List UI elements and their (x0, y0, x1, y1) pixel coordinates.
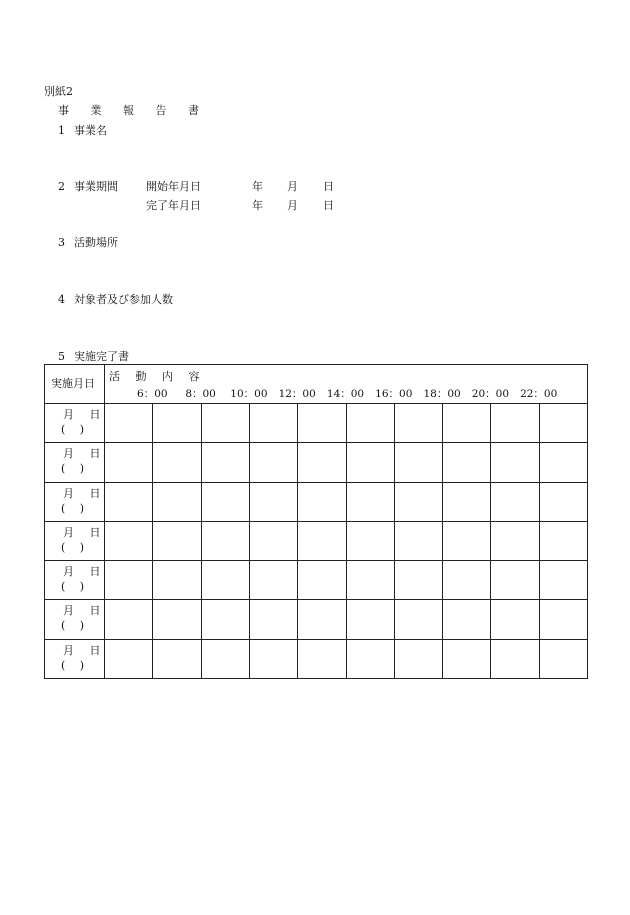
time-label: 10：00 (230, 388, 268, 400)
activity-cell[interactable] (105, 483, 151, 520)
row-weekday: ( ) (61, 462, 85, 476)
activity-cell[interactable] (540, 522, 586, 559)
section-4-label: 対象者及び参加人数 (74, 293, 173, 306)
section-5-number: 5 (58, 350, 65, 363)
activity-cell[interactable] (540, 600, 586, 637)
row-month-day: 月 日 (63, 486, 107, 500)
activity-cell[interactable] (540, 404, 586, 441)
activity-cell[interactable] (250, 561, 296, 598)
row-weekday: ( ) (61, 540, 85, 554)
row-weekday: ( ) (61, 580, 85, 594)
end-month-unit: 月 (287, 199, 298, 212)
activity-cell[interactable] (443, 483, 489, 520)
activity-cell[interactable] (298, 443, 344, 480)
section-2-label: 事業期間 (74, 180, 118, 193)
end-year-unit: 年 (252, 199, 263, 212)
start-date-label: 開始年月日 (146, 180, 201, 193)
section-3-label: 活動場所 (74, 236, 118, 249)
activity-cell[interactable] (395, 600, 441, 637)
section-4-number: 4 (58, 293, 65, 306)
activity-cell[interactable] (250, 640, 296, 677)
row-weekday: ( ) (61, 501, 85, 515)
row-month-day: 月 日 (63, 525, 107, 539)
row-weekday: ( ) (61, 423, 85, 436)
activity-cell[interactable] (298, 522, 344, 559)
start-year-unit: 年 (252, 180, 263, 193)
time-label: 12：00 (278, 388, 316, 400)
activity-cell[interactable] (202, 640, 248, 677)
activity-cell[interactable] (540, 483, 586, 520)
row-month-day: 月 日 (63, 408, 107, 421)
time-label: 22：00 (520, 388, 558, 400)
activity-cell[interactable] (443, 522, 489, 559)
activity-cell[interactable] (202, 600, 248, 637)
activity-cell[interactable] (250, 522, 296, 559)
time-label: 6：00 (137, 388, 168, 400)
activity-cell[interactable] (153, 561, 199, 598)
attachment-label: 別紙2 (44, 85, 73, 98)
activity-cell[interactable] (347, 640, 393, 677)
activity-cell[interactable] (250, 443, 296, 480)
activity-cell[interactable] (250, 404, 296, 441)
activity-cell[interactable] (153, 600, 199, 637)
activity-cell[interactable] (540, 640, 586, 677)
row-weekday: ( ) (61, 658, 85, 672)
activity-cell[interactable] (443, 640, 489, 677)
activity-cell[interactable] (298, 640, 344, 677)
section-3-number: 3 (58, 236, 65, 249)
section-5-label: 実施完了書 (74, 350, 129, 363)
time-label: 8：00 (185, 388, 216, 400)
activity-cell[interactable] (298, 600, 344, 637)
activity-cell[interactable] (395, 483, 441, 520)
activity-cell[interactable] (250, 600, 296, 637)
row-month-day: 月 日 (63, 565, 107, 579)
row-month-day: 月 日 (63, 604, 107, 618)
activity-cell[interactable] (153, 443, 199, 480)
time-label: 16：00 (375, 388, 413, 400)
section-1-label: 事業名 (74, 124, 107, 137)
start-day-unit: 日 (323, 180, 334, 193)
activity-cell[interactable] (202, 483, 248, 520)
activity-cell[interactable] (347, 404, 393, 441)
activity-cell[interactable] (347, 600, 393, 637)
row-month-day: 月 日 (63, 447, 107, 461)
activity-cell[interactable] (202, 404, 248, 441)
activity-cell[interactable] (153, 522, 199, 559)
activity-cell[interactable] (347, 561, 393, 598)
document-title: 事 業 報 告 書 (58, 104, 208, 117)
section-2-number: 2 (58, 180, 65, 193)
time-label: 18：00 (423, 388, 461, 400)
activity-cell[interactable] (443, 600, 489, 637)
activity-cell[interactable] (395, 640, 441, 677)
activity-cell[interactable] (347, 483, 393, 520)
activity-cell[interactable] (153, 483, 199, 520)
activity-cell[interactable] (347, 443, 393, 480)
activity-cell[interactable] (540, 561, 586, 598)
activity-cell[interactable] (540, 443, 586, 480)
activity-cell[interactable] (443, 404, 489, 441)
section-1-number: 1 (58, 124, 65, 137)
activity-cell[interactable] (298, 561, 344, 598)
activity-cell[interactable] (491, 600, 537, 637)
end-day-unit: 日 (323, 199, 334, 212)
completion-table (44, 364, 588, 679)
activity-cell[interactable] (105, 443, 151, 480)
activity-cell[interactable] (105, 561, 151, 598)
activity-cell[interactable] (491, 640, 537, 677)
row-month-day: 月 日 (63, 643, 107, 657)
activity-cell[interactable] (153, 404, 199, 441)
activity-cell[interactable] (202, 561, 248, 598)
row-weekday: ( ) (61, 619, 85, 633)
activity-cell[interactable] (491, 443, 537, 480)
activity-cell[interactable] (153, 640, 199, 677)
activity-cell[interactable] (491, 483, 537, 520)
start-month-unit: 月 (287, 180, 298, 193)
activity-cell[interactable] (105, 600, 151, 637)
time-label: 20：00 (471, 388, 510, 400)
activity-cell[interactable] (491, 522, 537, 559)
activity-cell[interactable] (202, 443, 248, 480)
end-date-label: 完了年月日 (146, 199, 201, 212)
activity-cell[interactable] (443, 443, 489, 480)
activity-cell[interactable] (347, 522, 393, 559)
activity-cell[interactable] (395, 443, 441, 480)
activity-cell[interactable] (298, 404, 344, 441)
activity-cell[interactable] (250, 483, 296, 520)
date-column-header: 実施月日 (51, 377, 95, 390)
activity-cell[interactable] (395, 561, 441, 598)
activity-cell[interactable] (491, 404, 537, 441)
activity-cell[interactable] (202, 522, 248, 559)
activity-cell[interactable] (395, 522, 441, 559)
activity-cell[interactable] (105, 404, 151, 441)
activity-column-header: 活 動 内 容 (109, 370, 206, 383)
activity-cell[interactable] (491, 561, 537, 598)
activity-cell[interactable] (298, 483, 344, 520)
activity-cell[interactable] (443, 561, 489, 598)
activity-cell[interactable] (395, 404, 441, 441)
activity-cell[interactable] (105, 522, 151, 559)
time-label: 14：00 (326, 388, 365, 400)
activity-cell[interactable] (105, 640, 151, 677)
